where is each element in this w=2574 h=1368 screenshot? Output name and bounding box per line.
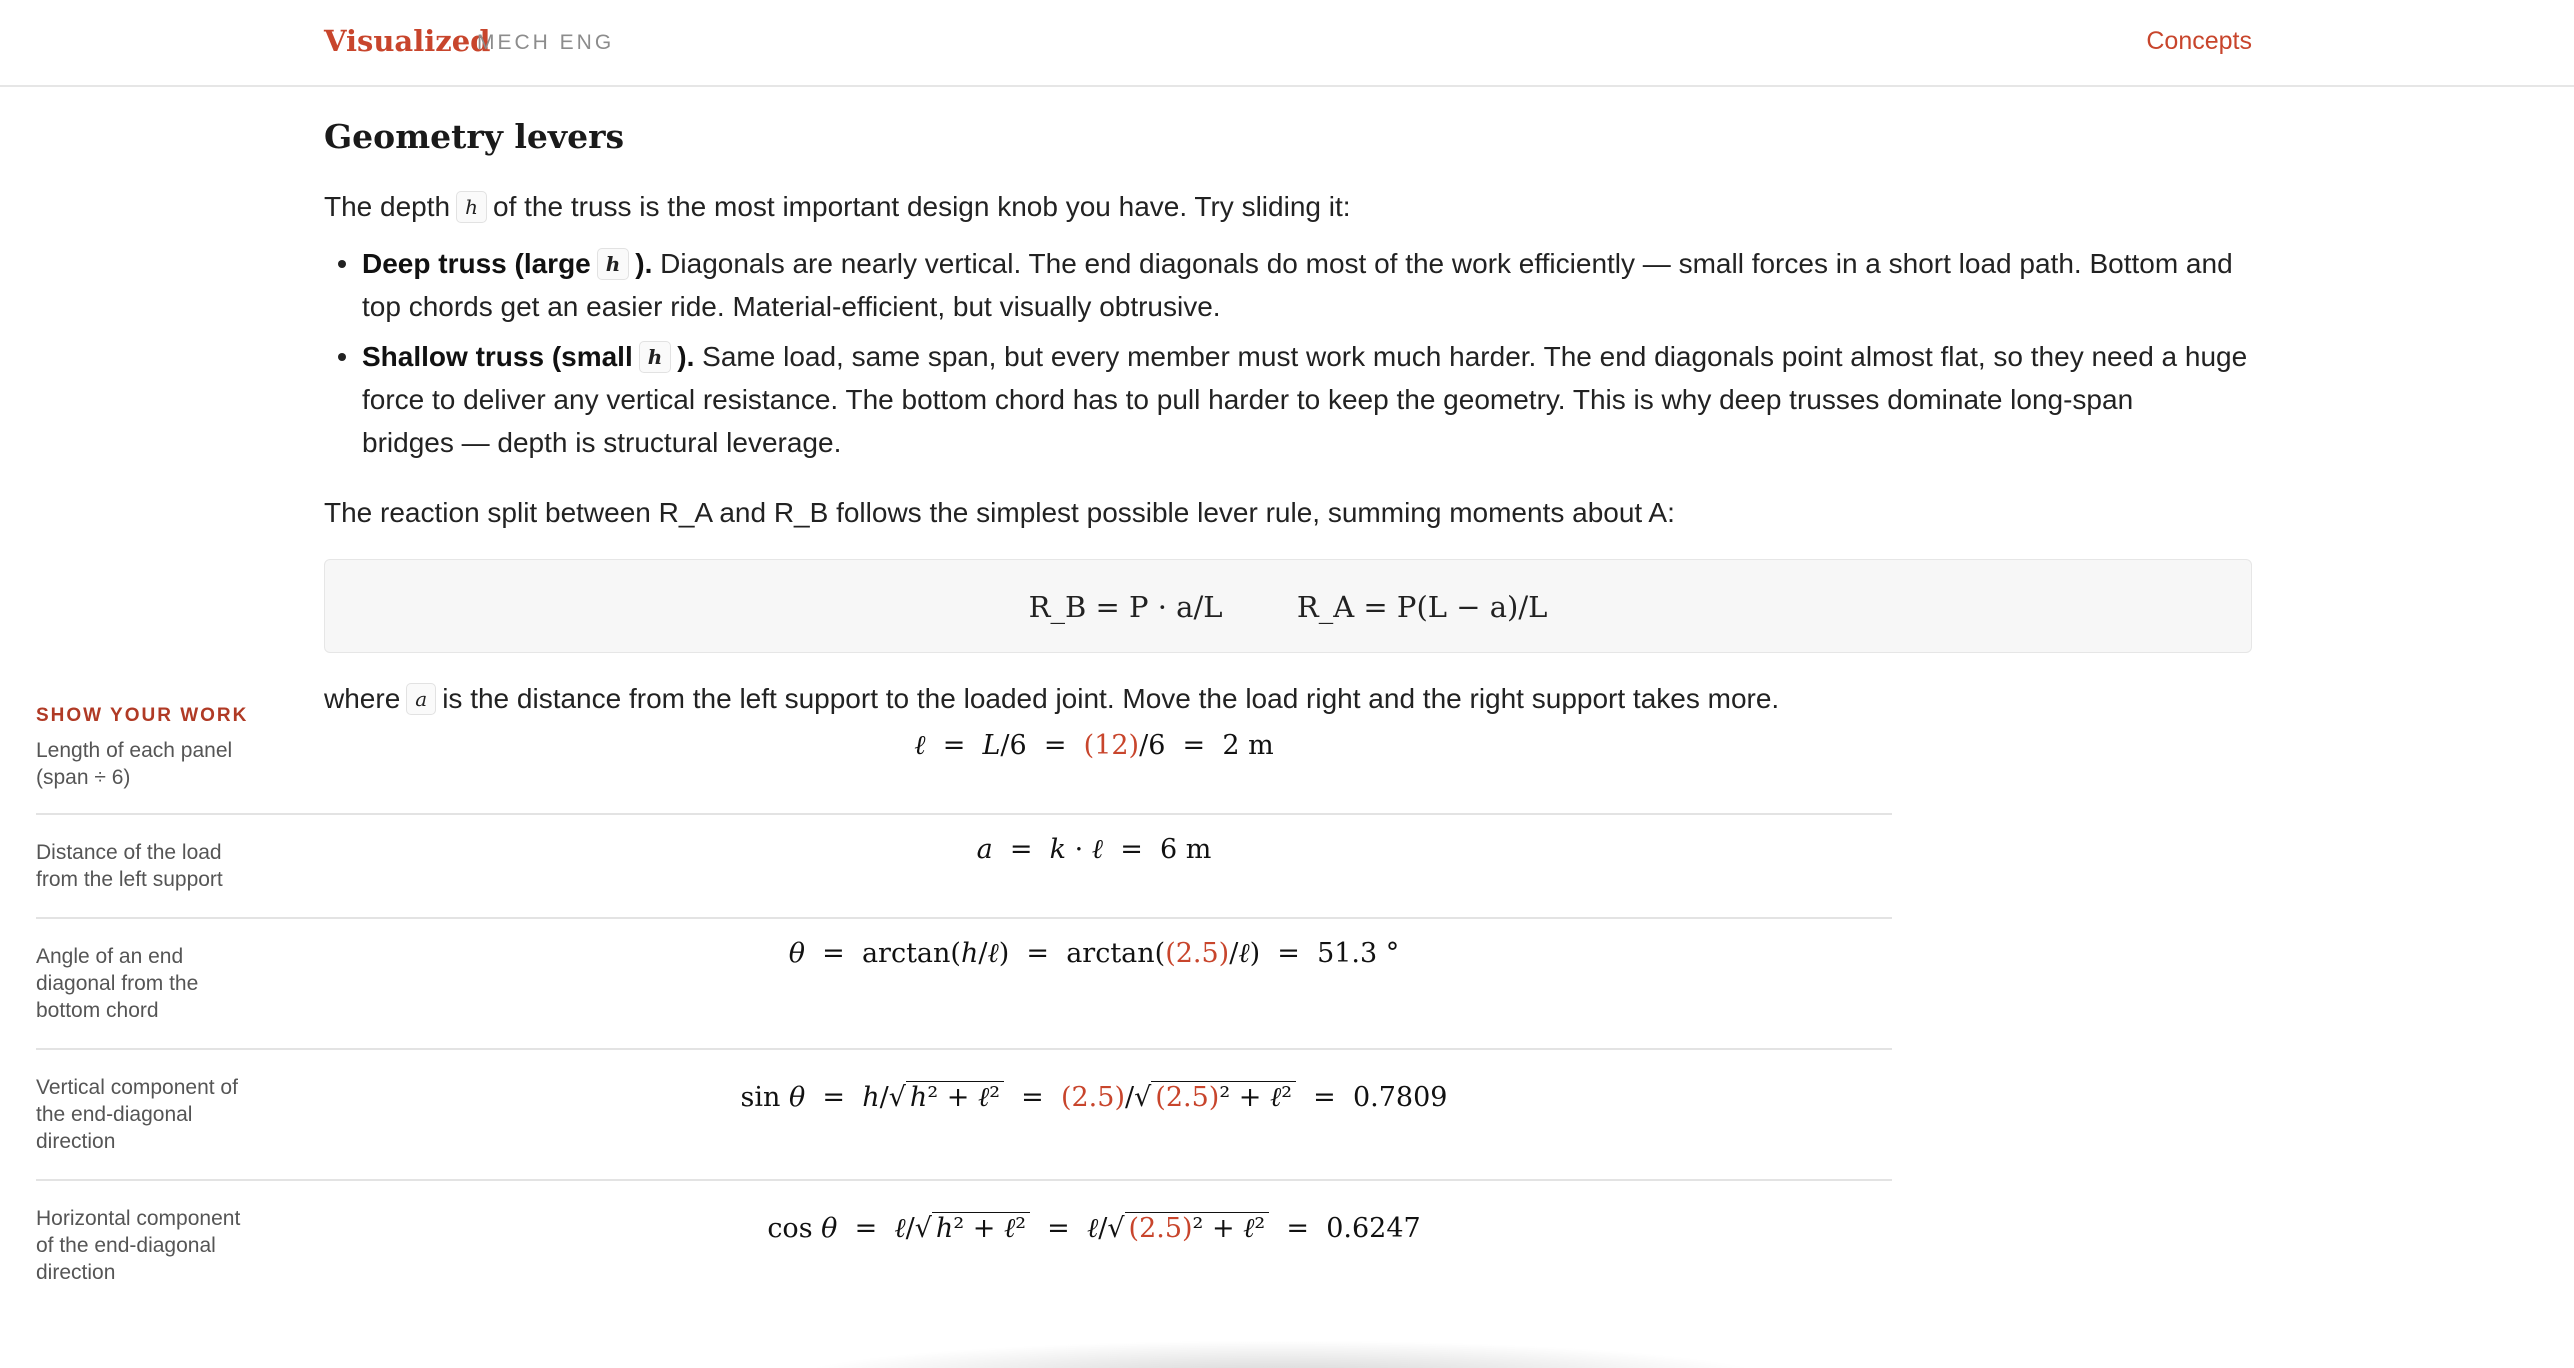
work-row-label: Angle of an end diagonal from the bottom chord: [36, 945, 199, 1022]
work-row-label: Vertical component of the end-diagonal direction: [36, 1076, 238, 1153]
inline-variable: h: [597, 248, 630, 280]
reaction-equations: [325, 560, 2251, 654]
work-row-vertical-component: [36, 1050, 1892, 1181]
bullet-text: Diagonals are nearly vertical. The end diagonals do most of the work efficiently — small forces in a short load path. Bottom and: [652, 248, 2233, 279]
work-row-math: ℓ = L/6 = (12)/6 = 2 m: [914, 730, 1274, 761]
nav-concepts-link[interactable]: Concepts: [2146, 27, 2252, 55]
work-row-label: Horizontal component of the end-diagonal direction: [36, 1207, 241, 1284]
input-value: (2.5): [1165, 938, 1230, 969]
work-row-load-distance: [36, 815, 1892, 919]
input-value: (2.5): [1155, 1082, 1220, 1113]
bullet-bold-label: Deep truss (large h ).: [362, 248, 653, 279]
work-row-horizontal-component: [36, 1181, 1892, 1312]
result-value: 51.3 °: [1317, 938, 1400, 969]
input-value: (2.5): [1060, 1082, 1125, 1113]
bullet-text: top chords get an easier ride. Material-efficient, but visually obtrusive.: [362, 291, 1221, 322]
result-value: 6 m: [1160, 834, 1212, 865]
top-navigation-bar: [0, 0, 2574, 87]
result-value: 0.7809: [1352, 1082, 1448, 1113]
work-row-math: sin θ = h/√ h² + ℓ² = (2.5)/√ (2.5)² + ℓ² = 0.7809: [740, 1082, 1448, 1113]
inline-variable: h: [456, 191, 487, 223]
bullet-bold-label: Shallow truss (small h ).: [362, 341, 695, 372]
work-row-math: θ = arctan(h/ℓ) = arctan((2.5)/ℓ) = 51.3 °: [788, 938, 1400, 969]
work-row-panel-length: [36, 730, 1892, 815]
intro-text-before: The depth: [324, 191, 451, 222]
intro-text-after: of the truss is the most important design knob you have. Try sliding it:: [493, 191, 1351, 222]
bullet-dot: [338, 260, 346, 268]
input-value: (2.5): [1128, 1213, 1193, 1244]
brand-logo[interactable]: Visualized: [324, 24, 491, 58]
bullet-text: bridges — depth is structural leverage.: [362, 427, 842, 458]
list-item-shallow-truss: [324, 335, 2252, 464]
equation-ra: R_A = P(L − a)/L: [1296, 590, 1548, 624]
list-item-deep-truss: [324, 242, 2252, 328]
bullet-dot: [338, 353, 346, 361]
where-paragraph: [324, 677, 1779, 720]
intro-paragraph: [324, 185, 1351, 228]
equation-rb: R_B = P · a/L: [1028, 590, 1223, 624]
work-row-math: cos θ = ℓ/√ h² + ℓ² = ℓ/√ (2.5)² + ℓ² = 0.6247: [767, 1213, 1421, 1244]
truss-depth-list: [324, 242, 2252, 471]
work-row-diagonal-angle: [36, 919, 1892, 1050]
inline-variable: h: [639, 341, 672, 373]
input-value: (12): [1083, 730, 1140, 761]
work-row-label: Distance of the load from the left support: [36, 841, 223, 891]
where-text-after: is the distance from the left support to the loaded joint. Move the load right and the right support takes more.: [442, 683, 1780, 714]
where-text-before: where: [324, 683, 401, 714]
bullet-text: Same load, same span, but every member must work much harder. The end diagonals point almost flat, so they need a huge: [694, 341, 2248, 372]
equation-block: [324, 559, 2252, 653]
reaction-paragraph: The reaction split between R_A and R_B follows the simplest possible lever rule, summing moments about A:: [324, 497, 1675, 528]
work-row-math: a = k · ℓ = 6 m: [976, 834, 1212, 865]
work-panel-title: SHOW YOUR WORK: [36, 705, 249, 726]
inline-variable: a: [406, 683, 436, 715]
result-value: 0.6247: [1326, 1213, 1421, 1244]
section-heading: Geometry levers: [324, 117, 625, 156]
bullet-text: force to deliver any vertical resistance. The bottom chord has to pull harder to keep the geometry. This is why deep trusses dominate long-span: [362, 384, 2134, 415]
brand-subtitle: MECH ENG: [477, 31, 615, 54]
result-value: 2 m: [1222, 730, 1274, 761]
work-row-label: Length of each panel (span ÷ 6): [36, 739, 233, 789]
bottom-scroll-shadow: [780, 1340, 1780, 1368]
